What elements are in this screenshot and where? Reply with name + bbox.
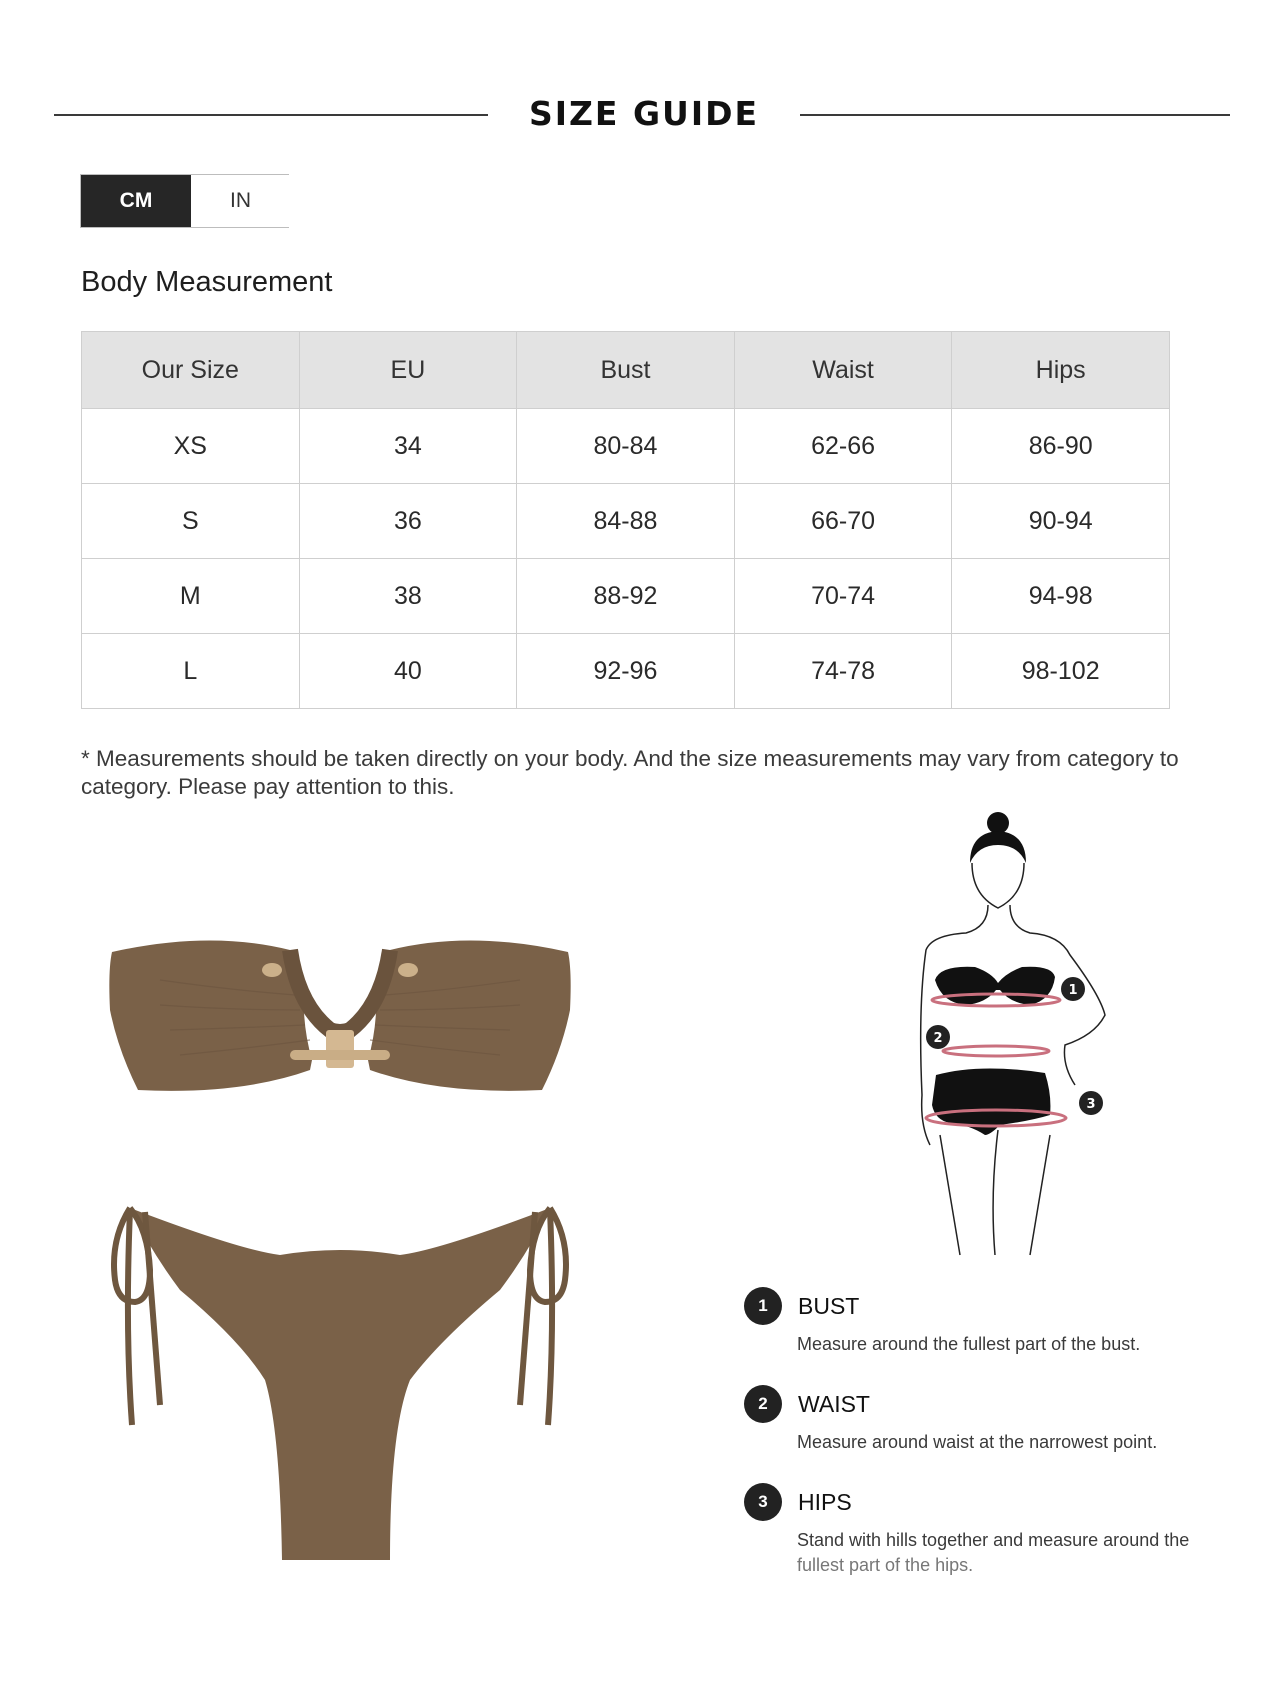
product-image <box>90 910 590 1570</box>
column-header: Waist <box>734 332 952 409</box>
table-cell: 84-88 <box>517 484 735 559</box>
table-cell: S <box>82 484 300 559</box>
guide-item-hips <box>744 1483 1264 1581</box>
unit-toggle <box>80 174 289 228</box>
guide-title: BUST <box>798 1293 860 1319</box>
title-divider-right <box>800 114 1230 116</box>
svg-text:3: 3 <box>1086 1097 1096 1112</box>
guide-item-bust <box>744 1287 1264 1385</box>
column-header: EU <box>299 332 517 409</box>
title-divider-left <box>54 114 488 116</box>
guide-title: WAIST <box>798 1391 870 1417</box>
column-header: Our Size <box>82 332 300 409</box>
footnote: * Measurements should be taken directly on your body. And the size measurements may vary from category to category. Please pay attention to this. <box>81 746 1179 799</box>
table-row <box>82 409 1170 484</box>
measurement-guide-list <box>744 1287 1264 1581</box>
guide-title: HIPS <box>798 1489 852 1515</box>
svg-text:1: 1 <box>1068 983 1078 998</box>
table-cell: 66-70 <box>734 484 952 559</box>
svg-text:2: 2 <box>933 1031 943 1046</box>
table-cell: 88-92 <box>517 559 735 634</box>
guide-description: Stand with hills together and measure around the <box>797 1530 1190 1550</box>
table-cell: 92-96 <box>517 634 735 709</box>
guide-item-waist <box>744 1385 1264 1483</box>
unit-cm-button[interactable]: CM <box>81 175 191 227</box>
section-heading: Body Measurement <box>81 266 333 298</box>
table-cell: 98-102 <box>952 634 1170 709</box>
table-row <box>82 559 1170 634</box>
number-badge-icon: 3 <box>744 1483 782 1521</box>
table-cell: 74-78 <box>734 634 952 709</box>
table-cell: M <box>82 559 300 634</box>
table-cell: L <box>82 634 300 709</box>
guide-description: Measure around waist at the narrowest point. <box>797 1432 1158 1452</box>
table-cell: 94-98 <box>952 559 1170 634</box>
title-row <box>0 90 1280 140</box>
table-cell: 70-74 <box>734 559 952 634</box>
table-cell: XS <box>82 409 300 484</box>
table-cell: 36 <box>299 484 517 559</box>
table-cell: 34 <box>299 409 517 484</box>
column-header: Hips <box>952 332 1170 409</box>
number-badge-icon: 2 <box>744 1385 782 1423</box>
table-cell: 86-90 <box>952 409 1170 484</box>
table-cell: 62-66 <box>734 409 952 484</box>
table-cell: 38 <box>299 559 517 634</box>
guide-description-truncated: fullest part of the hips. <box>797 1555 974 1575</box>
table-row <box>82 484 1170 559</box>
table-row <box>82 634 1170 709</box>
guide-description: Measure around the fullest part of the bust. <box>797 1334 1141 1354</box>
table-cell: 80-84 <box>517 409 735 484</box>
size-table <box>81 331 1170 709</box>
column-header: Bust <box>517 332 735 409</box>
number-badge-icon: 1 <box>744 1287 782 1325</box>
table-cell: 40 <box>299 634 517 709</box>
table-header-row <box>82 332 1170 409</box>
table-cell: 90-94 <box>952 484 1170 559</box>
unit-in-button[interactable]: IN <box>191 175 290 227</box>
page-title: SIZE GUIDE <box>528 94 760 133</box>
body-figure-illustration <box>880 805 1140 1275</box>
